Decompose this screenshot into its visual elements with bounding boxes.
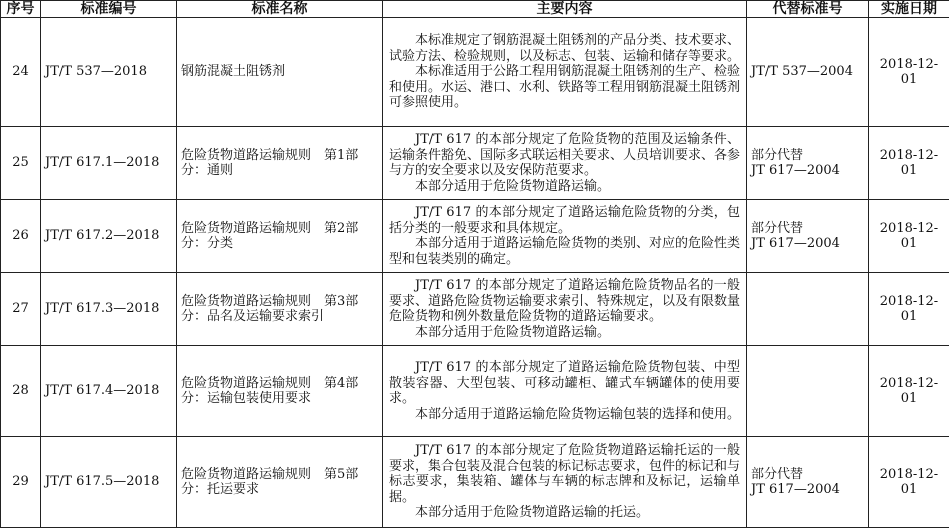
replaced-line: 部分代替	[751, 147, 804, 163]
content-paragraph: 本部分适用于危险货物道路运输的托运。	[415, 505, 650, 521]
content-paragraph: JT/T 617 的本部分规定了道路运输危险货物品名的一般要求、道路危险货物运输要求索引、特殊规定，以及有限数量危险货物和例外数量危险货物的道路运输要求。	[389, 278, 741, 324]
cell-main-content	[383, 273, 747, 346]
replaced-line: JT 617—2004	[751, 236, 840, 251]
replaced-line: JT 617—2004	[751, 163, 840, 178]
content-paragraph: JT/T 617 的本部分规定了危险货物道路运输托运的一般要求，集合包装及混合包装的标记标志要求，包件的标记和与标志要求，集装箱、罐体与车辆的标志牌和及标记，运输单据。	[389, 443, 741, 505]
cell-main-content	[383, 18, 747, 127]
cell-standard-name: 钢筋混凝土阻锈剂	[177, 18, 383, 127]
cell-standard-name: 危险货物道路运输规则 第3部分：品名及运输要求索引	[177, 273, 383, 346]
table-row	[1, 18, 949, 127]
header-standard-name: 标准名称	[177, 1, 383, 18]
cell-replaced-standard	[747, 200, 869, 273]
table-header-row	[1, 1, 949, 18]
table-row	[1, 437, 949, 528]
cell-standard-number: JT/T 617.3—2018	[41, 273, 177, 346]
replaced-line: JT/T 537—2004	[751, 64, 853, 80]
cell-standard-name: 危险货物道路运输规则 第2部分：分类	[177, 200, 383, 273]
cell-seq: 25	[1, 127, 41, 200]
replaced-line: JT 617—2004	[751, 482, 840, 497]
table-row	[1, 273, 949, 346]
cell-seq: 29	[1, 437, 41, 528]
content-paragraph: JT/T 617 的本部分规定了危险货物的范围及运输条件、运输条件豁免、国际多式联运相关要求、人员培训要求、各参与方的安全要求以及安保防范要求。	[389, 132, 741, 178]
table-row	[1, 200, 949, 273]
cell-main-content	[383, 200, 747, 273]
cell-seq: 28	[1, 346, 41, 437]
cell-replaced-standard	[747, 346, 869, 437]
content-paragraph: 本部分适用于道路运输危险货物运输包装的选择和使用。	[415, 406, 741, 422]
header-replaced-standard: 代替标准号	[747, 1, 869, 18]
cell-standard-number: JT/T 617.2—2018	[41, 200, 177, 273]
cell-main-content	[383, 346, 747, 437]
cell-standard-number: JT/T 617.1—2018	[41, 127, 177, 200]
cell-implementation-date: 2018-12-01	[869, 200, 949, 273]
header-standard-number: 标准编号	[41, 1, 177, 18]
cell-standard-number: JT/T 617.4—2018	[41, 346, 177, 437]
content-paragraph: 本标准适用于公路工程用钢筋混凝土阻锈剂的生产、检验和使用。水运、港口、水利、铁路等工程用钢筋混凝土阻锈剂可参照使用。	[389, 64, 741, 111]
cell-standard-number: JT/T 617.5—2018	[41, 437, 177, 528]
cell-seq: 24	[1, 18, 41, 127]
cell-implementation-date: 2018-12-01	[869, 18, 949, 127]
header-main-content: 主要内容	[383, 1, 747, 18]
cell-standard-number: JT/T 537—2018	[41, 18, 177, 127]
cell-implementation-date: 2018-12-01	[869, 273, 949, 346]
cell-replaced-standard	[747, 18, 869, 127]
content-paragraph: 本部分适用于危险货物道路运输。	[415, 178, 611, 194]
content-paragraph: 本部分适用于道路运输危险货物的类别、对应的危险性类型和包装类别的确定。	[389, 236, 741, 267]
table-row	[1, 346, 949, 437]
header-implementation-date: 实施日期	[869, 1, 949, 18]
table-row	[1, 127, 949, 200]
cell-implementation-date: 2018-12-01	[869, 437, 949, 528]
cell-implementation-date: 2018-12-01	[869, 346, 949, 437]
replaced-line: 部分代替	[751, 220, 804, 236]
cell-standard-name: 危险货物道路运输规则 第4部分：运输包装使用要求	[177, 346, 383, 437]
cell-standard-name: 危险货物道路运输规则 第1部分：通则	[177, 127, 383, 200]
header-seq: 序号	[1, 1, 41, 18]
cell-replaced-standard	[747, 437, 869, 528]
cell-main-content	[383, 127, 747, 200]
content-paragraph: JT/T 617 的本部分规定了道路运输危险货物的分类，包括分类的一般要求和具体规定。	[389, 205, 740, 236]
cell-seq: 27	[1, 273, 41, 346]
cell-standard-name: 危险货物道路运输规则 第5部分：托运要求	[177, 437, 383, 528]
replaced-line: 部分代替	[751, 466, 804, 482]
cell-replaced-standard	[747, 127, 869, 200]
content-paragraph: 本部分适用于危险货物道路运输。	[415, 324, 611, 340]
cell-seq: 26	[1, 200, 41, 273]
cell-main-content	[383, 437, 747, 528]
content-paragraph: JT/T 617 的本部分规定了道路运输危险货物包装、中型散装容器、大型包装、可移动罐柜、罐式车辆罐体的使用要求。	[389, 360, 740, 406]
cell-implementation-date: 2018-12-01	[869, 127, 949, 200]
cell-replaced-standard	[747, 273, 869, 346]
content-paragraph: 本标准规定了钢筋混凝土阻锈剂的产品分类、技术要求、试验方法、检验规则，以及标志、包装、运输和储存等要求。	[389, 33, 741, 64]
